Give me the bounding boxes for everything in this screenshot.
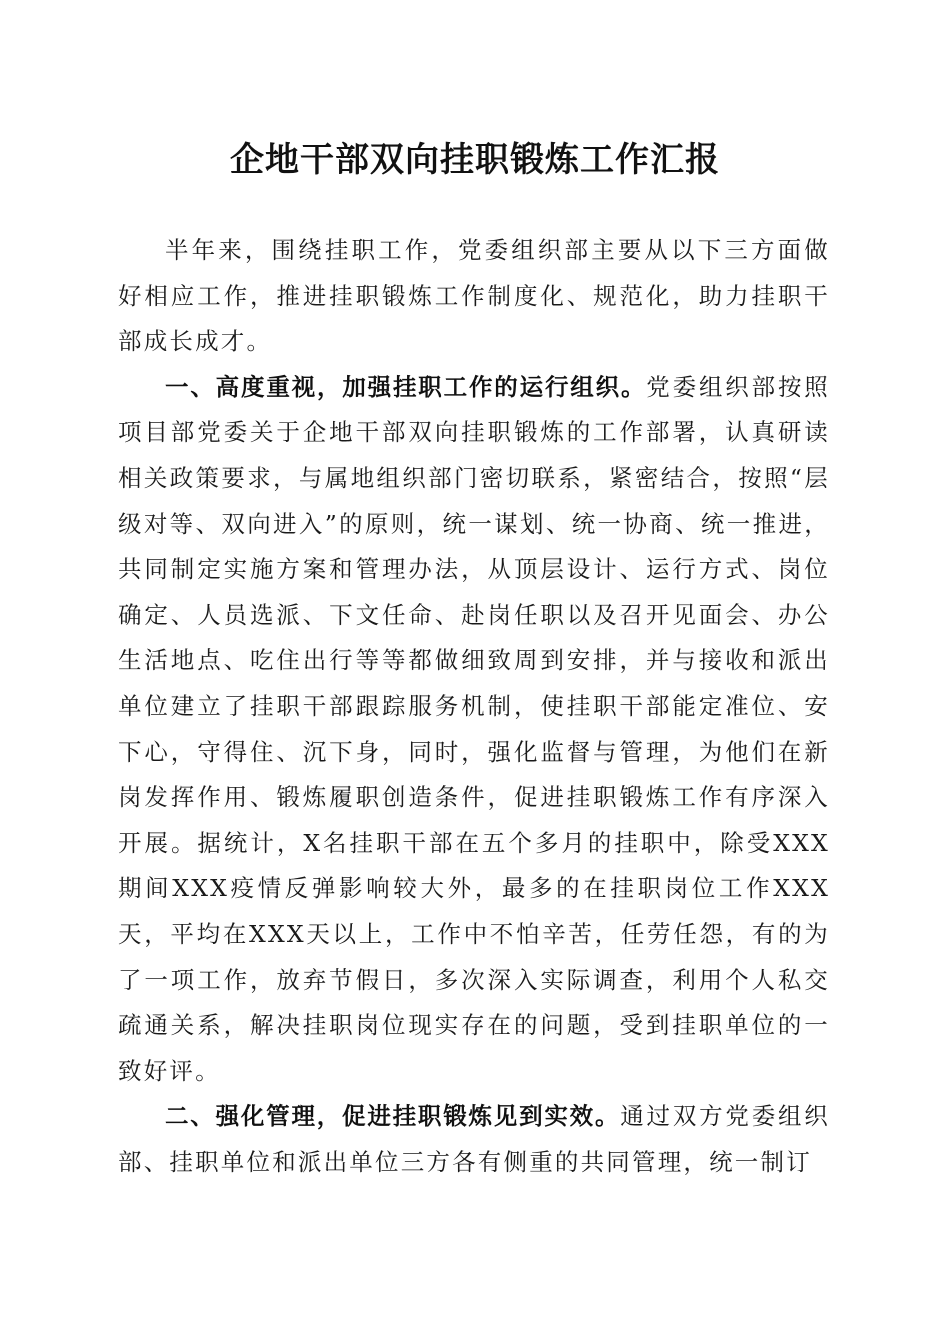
section-two-paragraph [118, 1094, 830, 1185]
section-one-text: 党委组织部按照项目部党委关于企地干部双向挂职锻炼的工作部署，认真研读相关政策要求，与属地组织部门密切联系，紧密结合，按照“层级对等、双向进入”的原则，统一谋划、统一协商、统一推进，共同制定实施方案和管理办法，从顶层设计、运行方式、岗位确定、人员选派、下文任命、赴岗任职以及召开见面会、办公生活地点、吃住出行等等都做细致周到安排，并与接收和派出单位建立了挂职干部跟踪服务机制，使挂职干部能定准位、安下心，守得住、沉下身，同时，强化监督与管理，为他们在新岗发挥作用、锻炼履职创造条件，促进挂职锻炼工作有序深入开展。据统计，X名挂职干部在五个多月的挂职中，除受XXX期间XXX疫情反弹影响较大外，最多的在挂职岗位工作XXX天，平均在XXX天以上，工作中不怕辛苦，任劳任怨，有的为了一项工作，放弃节假日，多次深入实际调查，利用个人私交疏通关系，解决挂职岗位现实存在的问题，受到挂职单位的一致好评。 [118, 372, 830, 1085]
section-two-text: 通过双方党委组织部、挂职单位和派出单位三方各有侧重的共同管理，统一制订 [118, 1102, 830, 1176]
intro-paragraph-text: 半年来，围绕挂职工作，党委组织部主要从以下三方面做好相应工作，推进挂职锻炼工作制度化、规范化，助力挂职干部成长成才。 [118, 236, 830, 356]
section-two-heading: 二、强化管理，促进挂职锻炼见到实效。 [165, 1102, 621, 1131]
document-title: 企地干部双向挂职锻炼工作汇报 [230, 140, 720, 180]
section-one-paragraph [118, 365, 830, 1095]
section-one-heading: 一、高度重视，加强挂职工作的运行组织。 [165, 372, 647, 401]
intro-paragraph [118, 228, 830, 365]
document-body [118, 228, 830, 1185]
